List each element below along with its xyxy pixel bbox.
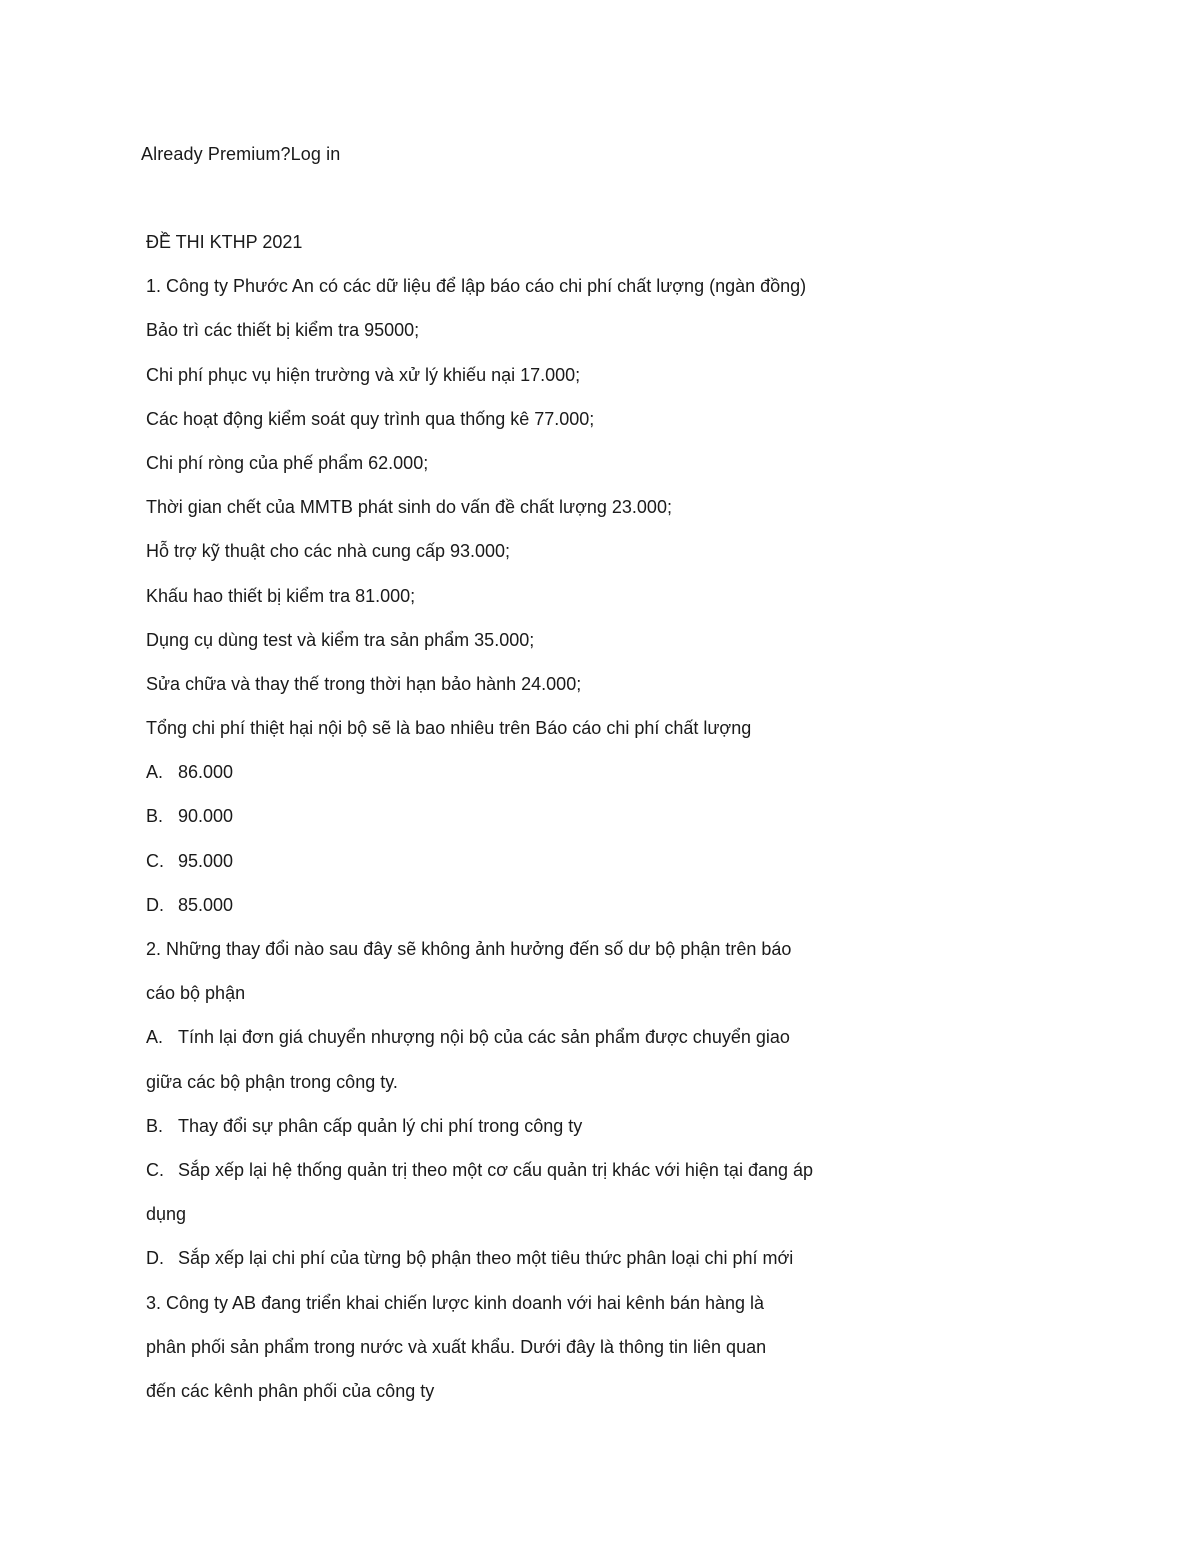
q2-option-a [146, 1026, 906, 1048]
q1-item: Thời gian chết của MMTB phát sinh do vấn đề chất lượng 23.000; [146, 497, 672, 518]
option-letter: B. [146, 1115, 164, 1136]
q3-line3: đến các kênh phân phối của công ty [146, 1380, 435, 1401]
option-letter: D. [146, 894, 164, 915]
q1-item: Chi phí ròng của phế phẩm 62.000; [146, 452, 429, 473]
q2-option-c [146, 1159, 906, 1181]
q2-stem-line1: 2. Những thay đổi nào sau đây sẽ không ảnh hưởng đến số dư bộ phận trên báo [146, 939, 792, 959]
premium-login-bar [141, 144, 340, 165]
q1-option-c [146, 850, 906, 872]
option-text: Tính lại đơn giá chuyển nhượng nội bộ của các sản phẩm được chuyển giao [178, 1027, 790, 1048]
q2-option-d [146, 1247, 906, 1269]
q1-item: Sửa chữa và thay thế trong thời hạn bảo hành 24.000; [146, 673, 582, 694]
q1-item: Bảo trì các thiết bị kiểm tra 95000; [146, 320, 420, 341]
option-text: 90.000 [178, 806, 234, 827]
option-text: 85.000 [178, 894, 234, 915]
option-letter: A. [146, 762, 164, 783]
option-text: 95.000 [178, 850, 234, 871]
option-letter: A. [146, 1027, 164, 1048]
q2-option-a-cont: giữa các bộ phận trong công ty. [146, 1071, 398, 1092]
q3-line2: phân phối sản phẩm trong nước và xuất khẩu. Dưới đây là thông tin liên quan [146, 1336, 767, 1357]
q1-option-a [146, 761, 906, 783]
option-text: 86.000 [178, 762, 234, 783]
option-letter: C. [146, 1159, 164, 1180]
premium-prompt: Already Premium? [141, 144, 291, 164]
q3-line1: 3. Công ty AB đang triển khai chiến lược kinh doanh với hai kênh bán hàng là [146, 1292, 765, 1313]
q1-stem: 1. Công ty Phước An có các dữ liệu để lập báo cáo chi phí chất lượng (ngàn đồng) [146, 276, 807, 297]
q1-item: Hỗ trợ kỹ thuật cho các nhà cung cấp 93.000; [146, 541, 511, 562]
exam-content [146, 231, 906, 1424]
q1-item: Chi phí phục vụ hiện trường và xử lý khiếu nại 17.000; [146, 364, 581, 385]
q2-option-b [146, 1115, 906, 1137]
option-letter: B. [146, 806, 164, 827]
login-link[interactable]: Log in [290, 144, 341, 164]
q1-item: Dụng cụ dùng test và kiểm tra sản phẩm 35.000; [146, 629, 535, 650]
q2-stem-line2: cáo bộ phận [146, 983, 246, 1004]
q1-option-d [146, 894, 906, 916]
q1-question: Tổng chi phí thiệt hại nội bộ sẽ là bao nhiêu trên Báo cáo chi phí chất lượng [146, 718, 752, 739]
option-text: Sắp xếp lại chi phí của từng bộ phận theo một tiêu thức phân loại chi phí mới [178, 1248, 794, 1269]
option-letter: D. [146, 1248, 164, 1269]
exam-title: ĐỀ THI KTHP 2021 [146, 232, 303, 252]
option-text: Thay đổi sự phân cấp quản lý chi phí trong công ty [178, 1115, 583, 1136]
option-letter: C. [146, 850, 164, 871]
q2-option-c-cont: dụng [146, 1204, 187, 1225]
q1-item: Các hoạt động kiểm soát quy trình qua thống kê 77.000; [146, 408, 595, 429]
q1-item: Khấu hao thiết bị kiểm tra 81.000; [146, 585, 416, 606]
q1-option-b [146, 805, 906, 827]
option-text: Sắp xếp lại hệ thống quản trị theo một cơ cấu quản trị khác với hiện tại đang áp [178, 1159, 814, 1180]
